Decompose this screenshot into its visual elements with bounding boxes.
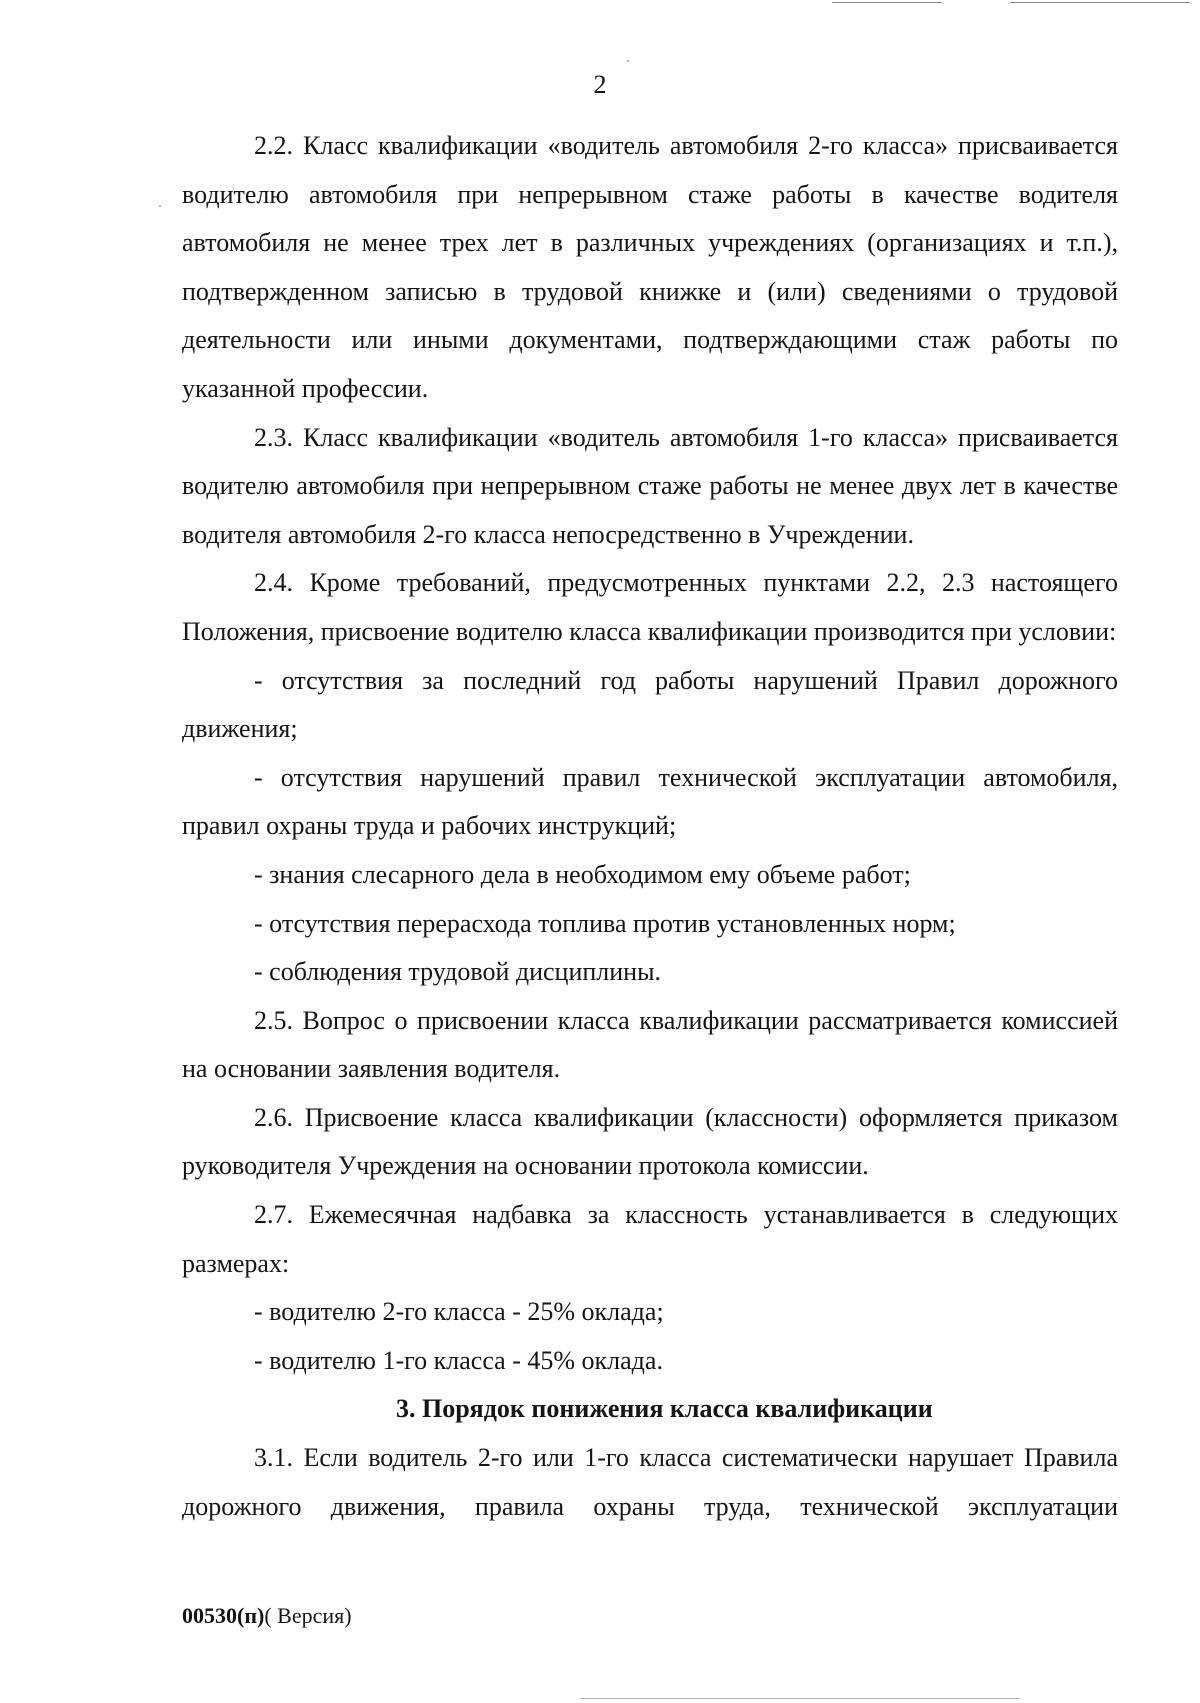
scan-artifact-line [832, 2, 942, 3]
list-item-no-fuel-overuse: - отсутствия перерасхода топлива против установленных норм; [254, 908, 956, 938]
paragraph-2-5: 2.5. Вопрос о присвоении класса квалификации рассматривается комиссией на основании заявления водителя. [182, 1005, 1118, 1084]
section-heading-3: 3. Порядок понижения класса квалификации [396, 1394, 933, 1424]
paragraph-2-4: 2.4. Кроме требований, предусмотренных пунктами 2.2, 2.3 настоящего Положения, присвоение водителю класса квалификации производится при условии: [182, 568, 1118, 646]
paragraph-2-3: 2.3. Класс квалификации «водитель автомобиля 1-го класса» присваивается водителю автомобиля при непрерывном стаже работы не менее двух лет в качестве водителя автомобиля 2-го класса непосредственно в Учреждении. [182, 422, 1118, 549]
list-item-labor-discipline: - соблюдения трудовой дисциплины. [254, 957, 662, 987]
scan-artifact-line [580, 1698, 1020, 1699]
document-version: ( Версия) [264, 1603, 352, 1628]
paragraph-2-2: 2.2. Класс квалификации «водитель автомобиля 2-го класса» присваивается водителю автомобиля при непрерывном стаже работы в качестве водителя автомобиля не менее трех лет в различных учреждениях (организациях и т.п.), подтвержденном записью в трудовой книжке и (или) сведениями о трудовой деятельности или иными документами, подтверждающими стаж работы по указанной профессии. [182, 131, 1118, 403]
scan-artifact-line [1010, 2, 1190, 3]
scan-speck [159, 205, 161, 207]
page-number: 2 [593, 70, 607, 99]
document-footer [182, 1601, 352, 1631]
paragraph-2-7: 2.7. Ежемесячная надбавка за классность устанавливается в следующих размерах: [182, 1200, 1118, 1278]
list-item-no-technical-violations: - отсутствия нарушений правил технической эксплуатации автомобиля, правил охраны труда и рабочих инструкций; [182, 762, 1118, 841]
paragraph-3-1: 3.1. Если водитель 2-го или 1-го класса систематически нарушает Правила дорожного движения, правила охраны труда, технической эксплуатации [182, 1443, 1118, 1521]
list-item-class-1-bonus: - водителю 1-го класса - 45% оклада. [254, 1345, 663, 1375]
document-body [182, 122, 1118, 1531]
list-item-class-2-bonus: - водителю 2-го класса - 25% оклада; [254, 1297, 664, 1327]
document-code: 00530(п) [182, 1603, 265, 1628]
list-item-metalwork-knowledge: - знания слесарного дела в необходимом ему объеме работ; [254, 859, 911, 889]
list-item-no-traffic-violations: - отсутствия за последний год работы нарушений Правил дорожного движения; [182, 665, 1118, 744]
paragraph-2-6: 2.6. Присвоение класса квалификации (классности) оформляется приказом руководителя Учреждения на основании протокола комиссии. [182, 1102, 1118, 1181]
scan-speck [627, 60, 629, 62]
